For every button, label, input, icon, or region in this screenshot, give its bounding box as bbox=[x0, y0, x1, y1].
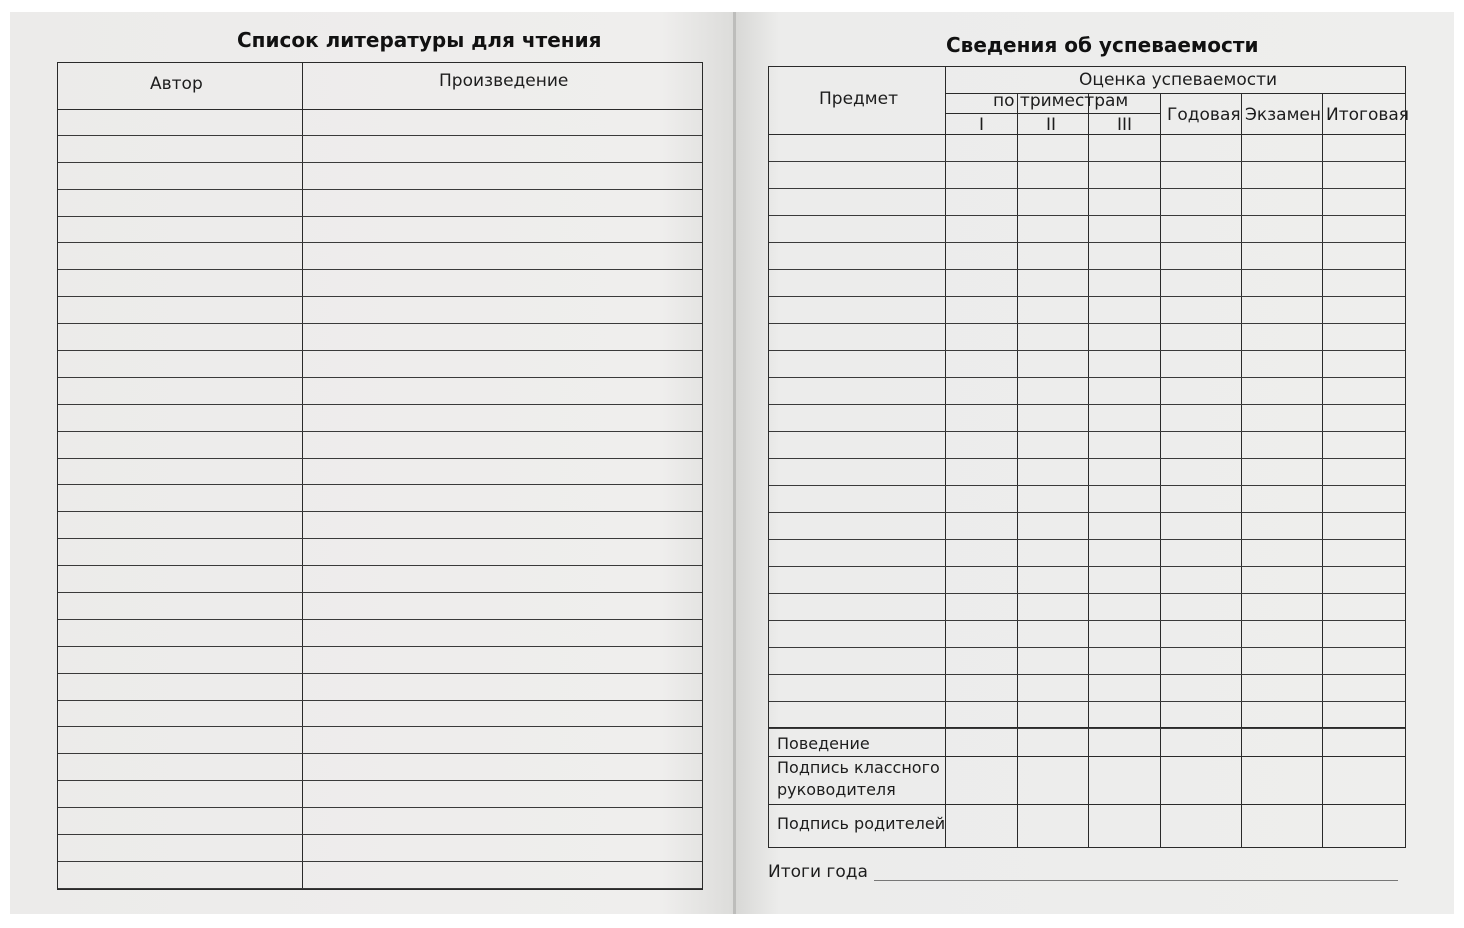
behavior-row bbox=[769, 728, 1405, 757]
table-row bbox=[769, 540, 1405, 567]
table-row bbox=[769, 675, 1405, 702]
table-row bbox=[769, 648, 1405, 675]
table-row bbox=[769, 567, 1405, 594]
table-row bbox=[769, 270, 1405, 297]
year-summary-label: Итоги года bbox=[768, 862, 868, 882]
table-row bbox=[58, 485, 702, 512]
table-row bbox=[58, 754, 702, 781]
table-row bbox=[769, 162, 1405, 189]
teacher-signature-label-line1: Подпись классного bbox=[777, 758, 940, 777]
table-row bbox=[769, 216, 1405, 243]
trimester-2-header: II bbox=[1046, 115, 1057, 135]
table-row bbox=[769, 243, 1405, 270]
table-row bbox=[58, 647, 702, 674]
table-row bbox=[769, 324, 1405, 351]
table-row bbox=[58, 674, 702, 701]
table-row bbox=[58, 136, 702, 163]
table-row bbox=[58, 512, 702, 539]
parents-signature-label: Подпись родителей bbox=[777, 814, 946, 833]
table-row bbox=[769, 432, 1405, 459]
reading-list-title: Список литературы для чтения bbox=[237, 28, 602, 52]
table-row bbox=[769, 486, 1405, 513]
grades-group-header: Оценка успеваемости bbox=[1079, 70, 1278, 90]
grades-table bbox=[768, 66, 1410, 848]
table-row bbox=[58, 701, 702, 728]
reading-list-header bbox=[58, 63, 702, 110]
table-row bbox=[769, 459, 1405, 486]
table-row bbox=[769, 297, 1405, 324]
reading-list-table bbox=[57, 62, 703, 890]
table-row bbox=[769, 621, 1405, 648]
trimester-1-header: I bbox=[979, 115, 985, 135]
reading-list-rows bbox=[58, 109, 702, 889]
table-row bbox=[58, 727, 702, 754]
table-row bbox=[58, 351, 702, 378]
table-row bbox=[58, 405, 702, 432]
table-row bbox=[58, 190, 702, 217]
trimesters-header: по триместрам bbox=[993, 91, 1129, 111]
work-column-header: Произведение bbox=[439, 71, 569, 91]
grades-title: Сведения об успеваемости bbox=[946, 33, 1259, 57]
teacher-signature-row bbox=[769, 756, 1405, 805]
table-row bbox=[769, 189, 1405, 216]
behavior-label: Поведение bbox=[777, 734, 870, 753]
annual-header: Годовая bbox=[1167, 105, 1241, 125]
table-row bbox=[58, 243, 702, 270]
table-row bbox=[58, 432, 702, 459]
table-row bbox=[58, 459, 702, 486]
table-row bbox=[769, 351, 1405, 378]
table-row bbox=[58, 781, 702, 808]
grades-rows bbox=[769, 135, 1405, 727]
table-row bbox=[58, 889, 702, 916]
header-divider bbox=[945, 113, 1160, 114]
table-row bbox=[58, 378, 702, 405]
table-row bbox=[58, 593, 702, 620]
final-header: Итоговая bbox=[1326, 105, 1410, 125]
table-row bbox=[58, 297, 702, 324]
exam-header: Экзамен bbox=[1245, 105, 1321, 125]
table-row bbox=[58, 566, 702, 593]
author-column-header: Автор bbox=[150, 74, 203, 94]
table-row bbox=[58, 217, 702, 244]
table-row bbox=[769, 405, 1405, 432]
grades-footer bbox=[769, 727, 1405, 847]
table-row bbox=[769, 378, 1405, 405]
table-row bbox=[58, 270, 702, 297]
table-row bbox=[769, 513, 1405, 540]
table-row bbox=[58, 539, 702, 566]
parents-signature-row bbox=[769, 804, 1405, 848]
trimester-3-header: III bbox=[1117, 115, 1133, 135]
teacher-signature-label-line2: руководителя bbox=[777, 780, 896, 799]
table-row bbox=[58, 324, 702, 351]
table-row bbox=[58, 620, 702, 647]
table-row bbox=[58, 835, 702, 862]
table-row bbox=[58, 862, 702, 889]
table-row bbox=[58, 109, 702, 136]
table-row bbox=[58, 808, 702, 835]
table-row bbox=[769, 702, 1405, 729]
subject-column-header: Предмет bbox=[819, 89, 898, 109]
table-row bbox=[58, 163, 702, 190]
year-summary-line bbox=[874, 880, 1398, 881]
table-row bbox=[769, 135, 1405, 162]
table-row bbox=[769, 594, 1405, 621]
